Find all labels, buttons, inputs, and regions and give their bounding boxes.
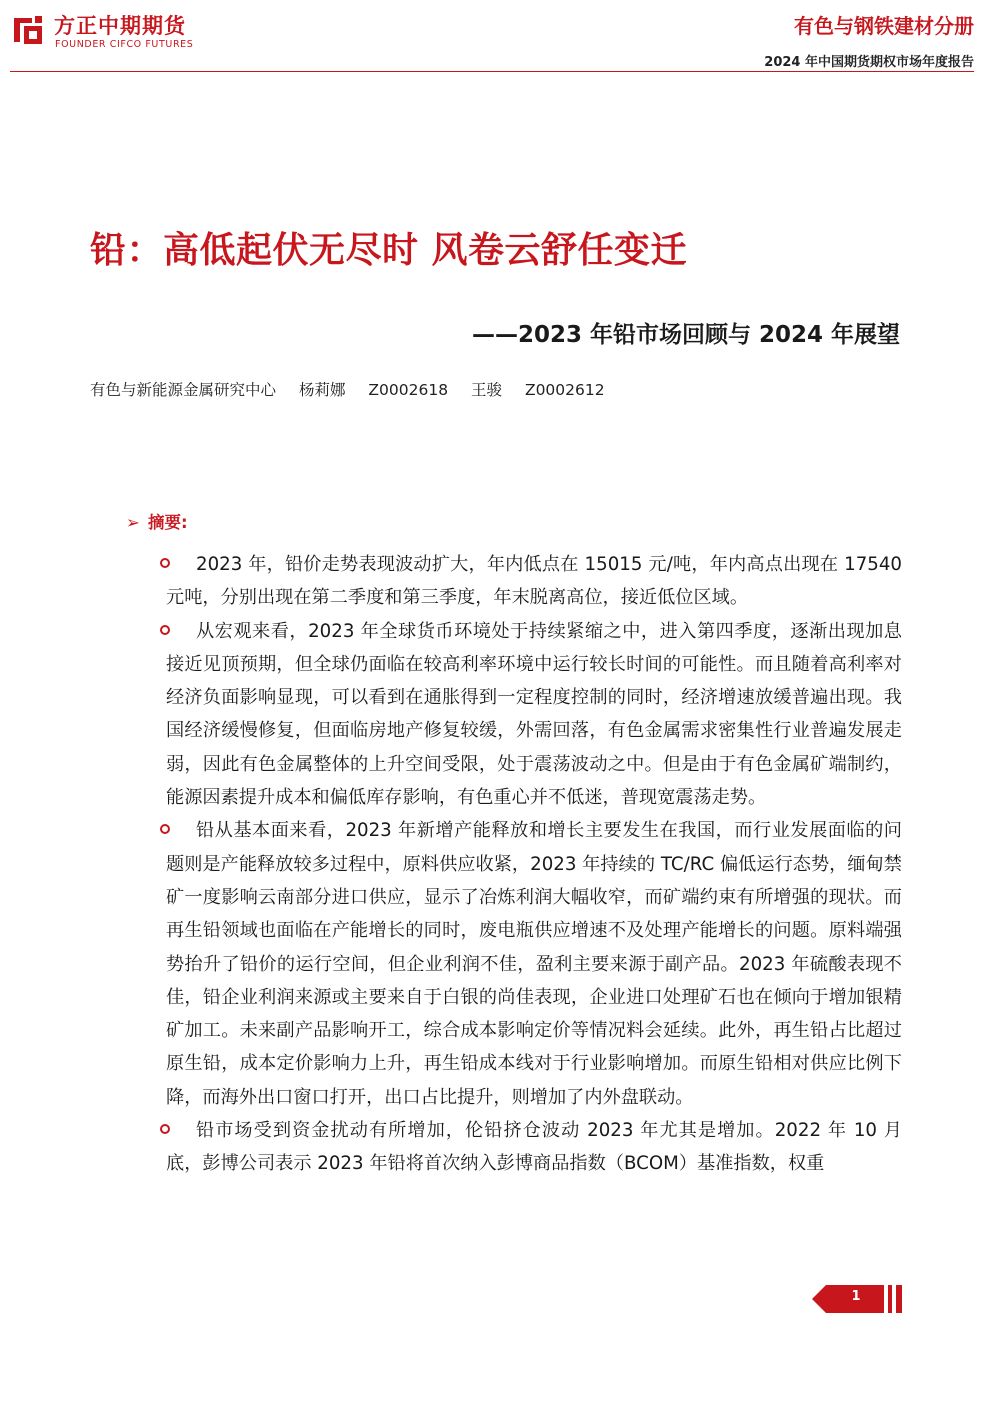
summary-paragraph: [166, 1114, 902, 1181]
summary-paragraph: [166, 814, 902, 1114]
summary-paragraph-text: 从宏观来看，2023 年全球货币环境处于持续紧缩之中，进入第四季度，逐渐出现加息接近见顶预期，但全球仍面临在较高利率环境中运行较长时间的可能性。而且随着高利率对经济负面影响显现，可以看到在通胀得到一定程度控制的同时，经济增速放缓普遍出现。我国经济缓慢修复，但面临房地产修复较缓，外需回落，有色金属需求密集性行业普遍发展走弱，因此有色金属整体的上升空间受限，处于震荡波动之中。但是由于有色金属矿端制约，能源因素提升成本和偏低库存影响，有色重心并不低迷，普现宽震荡走势。: [166, 620, 902, 809]
circle-bullet-icon: [160, 558, 170, 568]
founder-logo-icon: [10, 12, 46, 48]
author-line: [90, 378, 623, 400]
article-subtitle: ——2023 年铅市场回顾与 2024 年展望: [471, 322, 900, 348]
summary-paragraph: [166, 548, 902, 615]
research-center: 有色与新能源金属研究中心: [90, 381, 277, 399]
company-logo: [10, 10, 230, 54]
summary-paragraph: [166, 615, 902, 815]
arrow-bullet-icon: ➢: [126, 513, 140, 532]
author-name-1: 杨莉娜: [298, 381, 346, 399]
summary-heading-label: 摘要:: [148, 513, 188, 532]
section-title: 有色与钢铁建材分册: [794, 14, 974, 38]
logo-cn-text: 方正中期期货: [54, 14, 186, 38]
logo-en-text: FOUNDER CIFCO FUTURES: [55, 39, 194, 50]
page-number-badge: [812, 1283, 904, 1315]
circle-bullet-icon: [160, 625, 170, 635]
article-title: 铅：高低起伏无尽时 风卷云舒任变迁: [90, 230, 688, 271]
header-info: [764, 10, 974, 70]
header-divider: [10, 71, 974, 72]
summary-heading: [126, 509, 188, 533]
author-id-1: Z0002618: [368, 381, 449, 399]
summary-paragraph-text: 铅从基本面来看，2023 年新增产能释放和增长主要发生在我国，而行业发展面临的问题则是产能释放较多过程中，原料供应收紧，2023 年持续的 TC/RC 偏低运行态势，缅甸禁矿一度影响云南部分进口供应，显示了冶炼利润大幅收窄，而矿端约束有所增强的现状。而再生铅领域也面临在产能增长的同时，废电瓶供应增速不及处理产能增长的问题。原料端强势抬升了铅价的运行空间，但企业利润不佳，盈利主要来源于副产品。2023 年硫酸表现不佳，铅企业利润来源或主要来自于白银的尚佳表现，企业进口处理矿石也在倾向于增加银精矿加工。未来副产品影响开工，综合成本影响定价等情况料会延续。此外，再生铅占比超过原生铅，成本定价影响力上升，再生铅成本线对于行业影响增加。而原生铅相对供应比例下降，而海外出口窗口打开，出口占比提升，则增加了内外盘联动。: [166, 820, 902, 1108]
page-number: 1: [851, 1289, 861, 1304]
report-title: 2024 年中国期货期权市场年度报告: [764, 55, 974, 70]
author-id-2: Z0002612: [524, 381, 605, 399]
summary-paragraph-text: 铅市场受到资金扰动有所增加，伦铅挤仓波动 2023 年尤其是增加。2022 年 10 月底，彭博公司表示 2023 年铅将首次纳入彭博商品指数（BCOM）基准指数，权重: [166, 1120, 902, 1175]
circle-bullet-icon: [160, 1124, 170, 1134]
summary-paragraph-text: 2023 年，铅价走势表现波动扩大，年内低点在 15015 元/吨，年内高点出现在 17540 元吨，分别出现在第二季度和第三季度，年末脱离高位，接近低位区域。: [166, 554, 902, 609]
author-name-2: 王骏: [471, 381, 503, 399]
summary-body: [166, 548, 902, 1181]
